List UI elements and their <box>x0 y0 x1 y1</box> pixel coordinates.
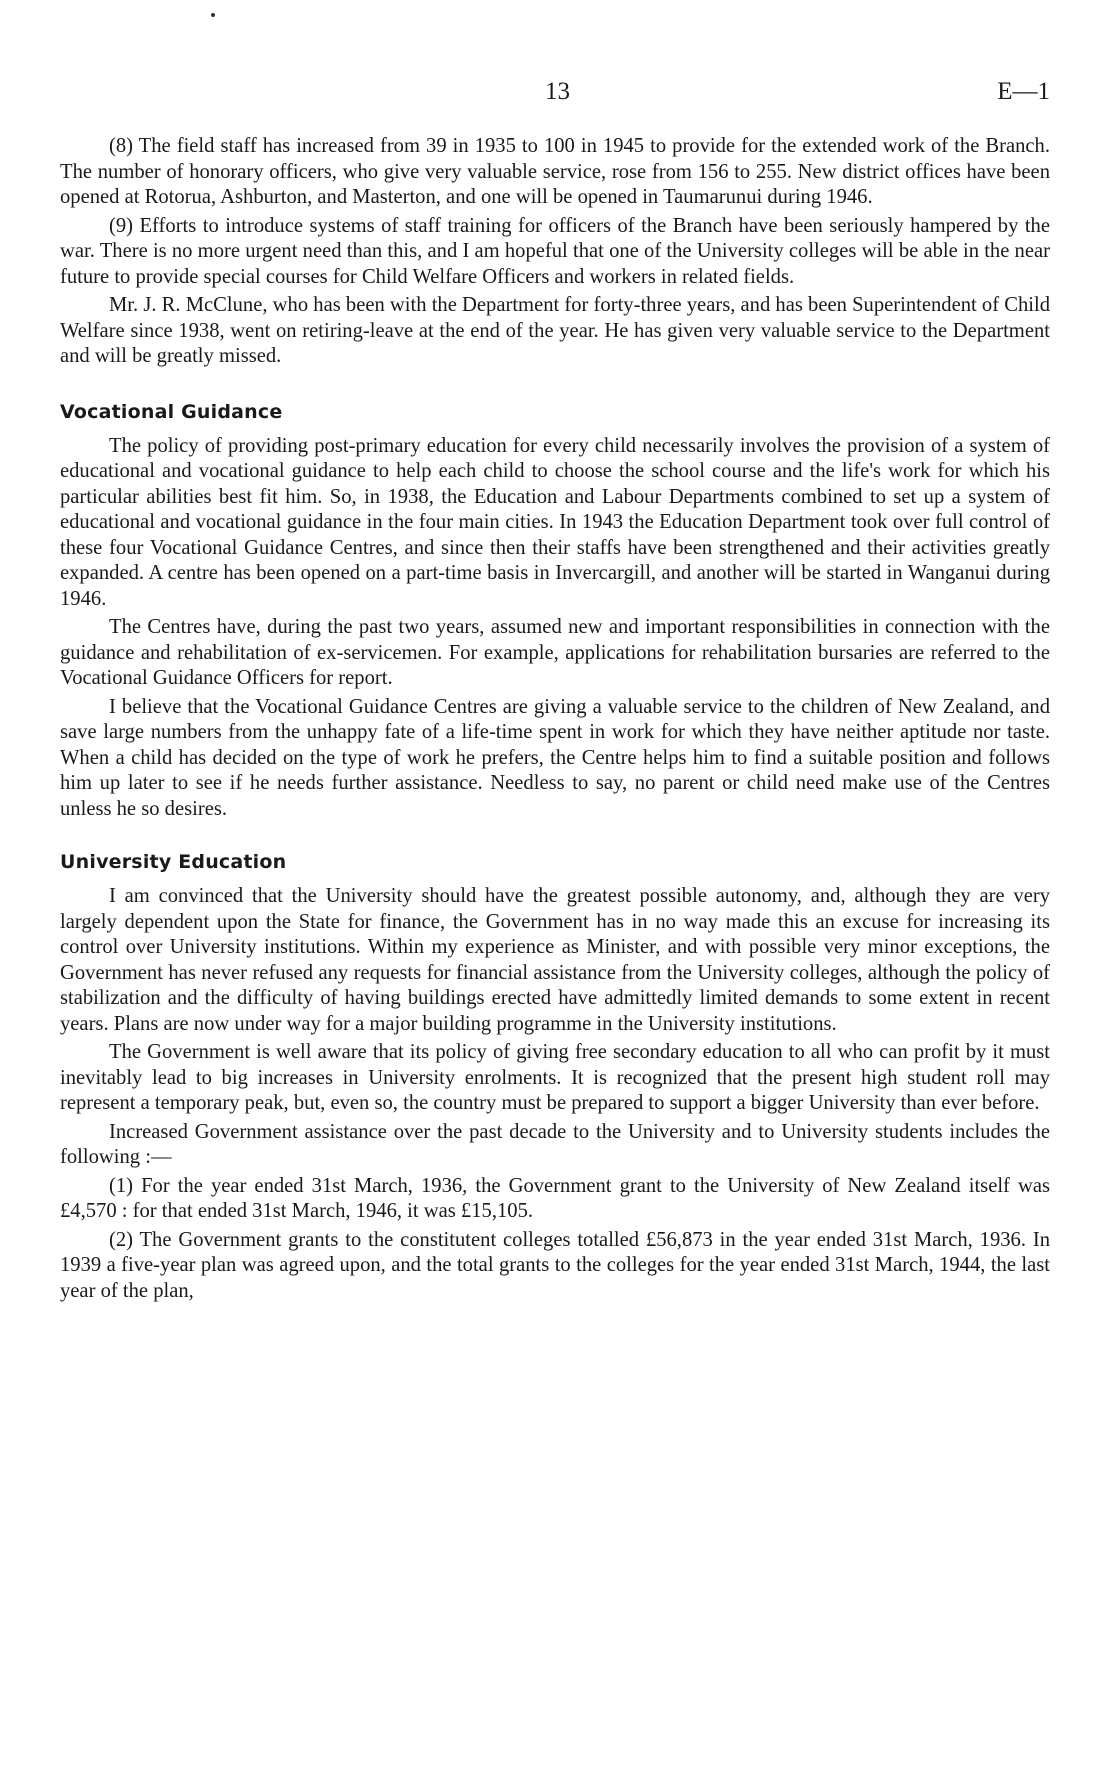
section-heading-university-education: University Education <box>60 851 287 873</box>
paragraph-university-grant-1: (1) For the year ended 31st March, 1936, the Government grant to the University of New Zealand itself was £4,570 : for that ended 31st March, 1946, it was £15,105. <box>60 1174 1050 1222</box>
report-code: E—1 <box>997 78 1050 105</box>
paragraph-mcclune: Mr. J. R. McClune, who has been with the Department for forty-three years, and has been Superintendent of Child Welfare since 1938, went on retiring-leave at the end of the year. He has given very valuable service to the Department and will be greatly missed. <box>60 294 1050 367</box>
scan-speck <box>211 13 215 17</box>
paragraph-university-assistance: Increased Government assistance over the past decade to the University and to University students includes the following :— <box>60 1120 1050 1168</box>
page-header <box>60 78 1050 108</box>
paragraph-university-grant-2: (2) The Government grants to the constitutent colleges totalled £56,873 in the year ended 31st March, 1936. In 1939 a five-year plan was agreed upon, and the total grants to the colleges for the year ended 31st March, 1944, the last year of the plan, <box>60 1228 1050 1302</box>
paragraph-university-autonomy: I am convinced that the University should have the greatest possible autonomy, and, although they are very largely dependent upon the State for finance, the Government has in no way made this an excuse for increasing its control over University institutions. Within my experience as Minister, and with possible very minor exceptions, the Government has never refused any requests for financial assistance from the University colleges, although the policy of stabilization and the difficulty of having buildings erected have admittedly limited demands to some extent in recent years. Plans are now under way for a major building programme in the University institutions. <box>60 885 1050 1035</box>
document-body <box>60 134 1050 1307</box>
paragraph-vocational-policy: The policy of providing post-primary education for every child necessarily involves the provision of a system of educational and vocational guidance to help each child to choose the school course and the life's work for which his particular abilities best fit him. So, in 1938, the Education and Labour Departments combined to set up a system of educational and vocational guidance in the four main cities. In 1943 the Education Department took over full control of these four Vocational Guidance Centres, and since then their staffs have been strengthened and their activities greatly expanded. A centre has been opened on a part-time basis in Invercargill, and another will be started in Wanganui during 1946. <box>60 434 1050 610</box>
paragraph-university-enrolments: The Government is well aware that its policy of giving free secondary education to all who can profit by it must inevitably lead to big increases in University enrolments. It is recognized that the present high student roll may represent a temporary peak, but, even so, the country must be prepared to support a bigger University than ever before. <box>60 1041 1050 1114</box>
paragraph-vocational-value: I believe that the Vocational Guidance Centres are giving a valuable service to the children of New Zealand, and save large numbers from the unhappy fate of a life-time spent in work for which they have neither aptitude nor taste. When a child has decided on the type of work he prefers, the Centre helps him to find a suitable position and follows him up later to see if he needs further assistance. Needless to say, no parent or child need make use of the Centres unless he so desires. <box>60 695 1050 820</box>
paragraph-staff-training: (9) Efforts to introduce systems of staff training for officers of the Branch have been seriously hampered by the war. There is no more urgent need than this, and I am hopeful that one of the University colleges will be able in the near future to provide special courses for Child Welfare Officers and workers in related fields. <box>60 214 1050 288</box>
paragraph-field-staff: (8) The field staff has increased from 39 in 1935 to 100 in 1945 to provide for the extended work of the Branch. The number of honorary officers, who give very valuable service, rose from 156 to 255. New district offices have been opened at Rotorua, Ashburton, and Masterton, and one will be opened in Taumarunui during 1946. <box>60 135 1050 208</box>
section-heading-vocational-guidance: Vocational Guidance <box>60 400 283 423</box>
page-number: 13 <box>545 78 570 105</box>
paragraph-vocational-centres: The Centres have, during the past two years, assumed new and important responsibilities in connection with the guidance and rehabilitation of ex-servicemen. For example, applications for rehabilitation bursaries are referred to the Vocational Guidance Officers for report. <box>60 616 1050 689</box>
